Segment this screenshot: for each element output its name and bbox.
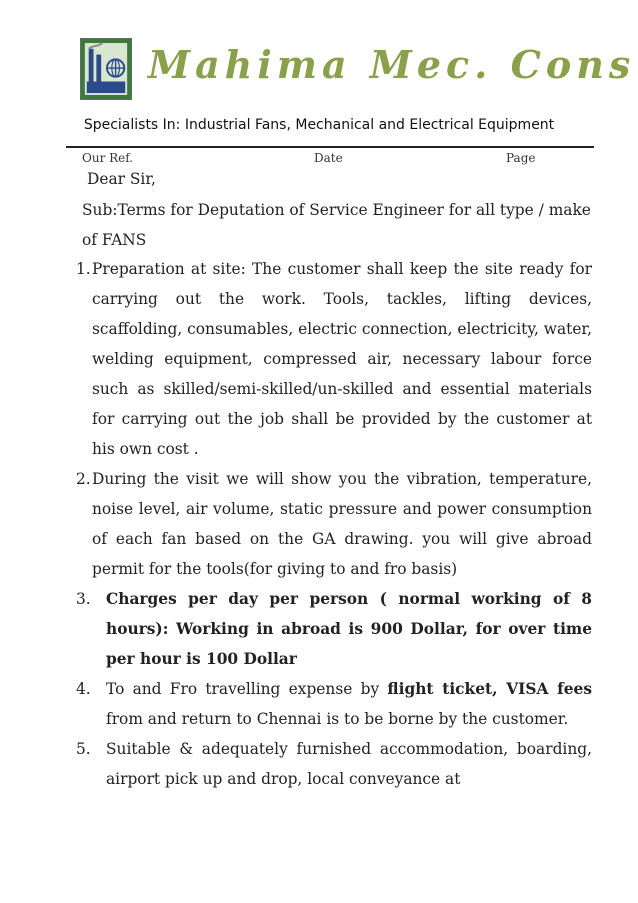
date-label: Date xyxy=(314,151,343,165)
salutation: Dear Sir, xyxy=(87,170,156,188)
item-text: Suitable & adequately furnished accommodation, boarding, airport pick up and drop, local conveyance at xyxy=(106,740,592,788)
company-specialization: Specialists In: Industrial Fans, Mechanical and Electrical Equipment xyxy=(83,117,555,133)
item-number: 5. xyxy=(76,740,91,758)
header-divider xyxy=(66,146,594,148)
item-text-bold: flight ticket, VISA fees xyxy=(387,680,592,698)
subject-line: Sub:Terms for Deputation of Service Engineer for all type / make of FANS xyxy=(82,201,591,249)
item-text-before: To and Fro travelling expense by xyxy=(106,680,388,698)
terms-list xyxy=(0,254,638,794)
item-text: During the visit we will show you the vibration, temperature, noise level, air volume, static pressure and power consumption of each fan based on the GA drawing. you will give abroad permit for the tools(for giving to and fro basis) xyxy=(92,470,592,578)
item-text xyxy=(106,674,592,734)
company-name: Mahima Mec. Cons xyxy=(148,42,636,87)
list-item xyxy=(0,674,638,734)
item-text xyxy=(106,584,592,674)
item-number: 4. xyxy=(76,680,91,698)
company-logo-icon xyxy=(80,38,132,100)
page-label: Page xyxy=(506,151,536,165)
factory-globe-logo-icon xyxy=(81,39,131,99)
item-number: 2. xyxy=(76,470,91,488)
list-item xyxy=(0,464,638,584)
item-number: 1. xyxy=(76,260,91,278)
item-text: Preparation at site: The customer shall keep the site ready for carrying out the work. Tools, tackles, lifting devices, scaffolding, consumables, electric connection, electricity, water, welding equipment, compressed air, necessary labour force such as skilled/semi-skilled/un-skilled and essential materials for carrying out the job shall be provided by the customer at his own cost . xyxy=(92,260,592,458)
list-item xyxy=(0,254,638,464)
our-ref-label: Our Ref. xyxy=(82,151,134,165)
charges-text: Charges per day per person ( normal working of 8 hours): Working in abroad is 900 Dollar, for over time per hour is 100 Dollar xyxy=(106,590,592,668)
list-item xyxy=(0,584,638,674)
item-number: 3. xyxy=(76,590,91,608)
item-text-after: from and return to Chennai is to be borne by the customer. xyxy=(106,710,569,728)
list-item xyxy=(0,734,638,794)
